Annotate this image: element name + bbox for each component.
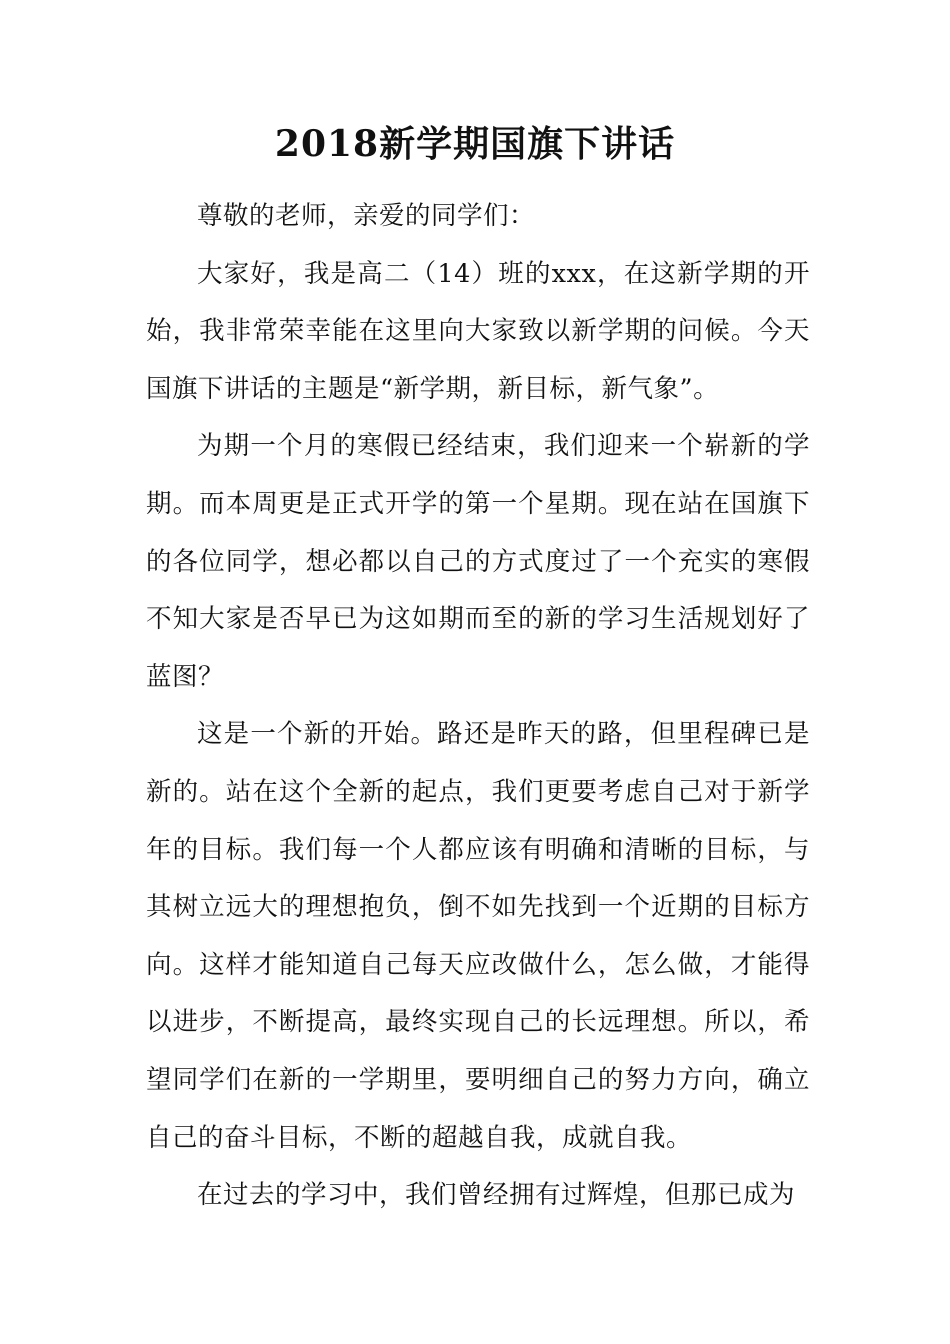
paragraph-goals: 这是一个新的开始。路还是昨天的路，但里程碑已是新的。站在这个全新的起点，我们更要考虑自己对于新学年的目标。我们每一个人都应该有明确和清晰的目标，与其树立远大的理想抱负，倒不如先找到一个近期的目标方向。这样才能知道自己每天应改做什么，怎么做，才能得以进步，不断提高，最终实现自己的长远理想。所以，希望同学们在新的一学期里，要明细自己的努力方向，确立自己的奋斗目标，不断的超越自我，成就自我。 — [146, 719, 810, 1153]
document-body — [146, 188, 810, 1225]
paragraph-salutation: 尊敬的老师，亲爱的同学们： — [197, 201, 536, 231]
paragraph-past: 在过去的学习中，我们曾经拥有过辉煌，但那已成为 — [197, 1180, 796, 1211]
paragraph-new-semester: 为期一个月的寒假已经结束，我们迎来一个崭新的学期。而本周更是正式开学的第一个星期。现在站在国旗下的各位同学，想必都以自己的方式度过了一个充实的寒假不知大家是否早已为这如期而至的新的学习生活规划好了蓝图？ — [146, 431, 810, 692]
document-title: 2018新学期国旗下讲话 — [274, 123, 676, 165]
paragraph-greeting: 大家好，我是高二（14）班的xxx，在这新学期的开始，我非常荣幸能在这里向大家致以新学期的问候。今天国旗下讲话的主题是“新学期，新目标，新气象”。 — [146, 258, 810, 404]
